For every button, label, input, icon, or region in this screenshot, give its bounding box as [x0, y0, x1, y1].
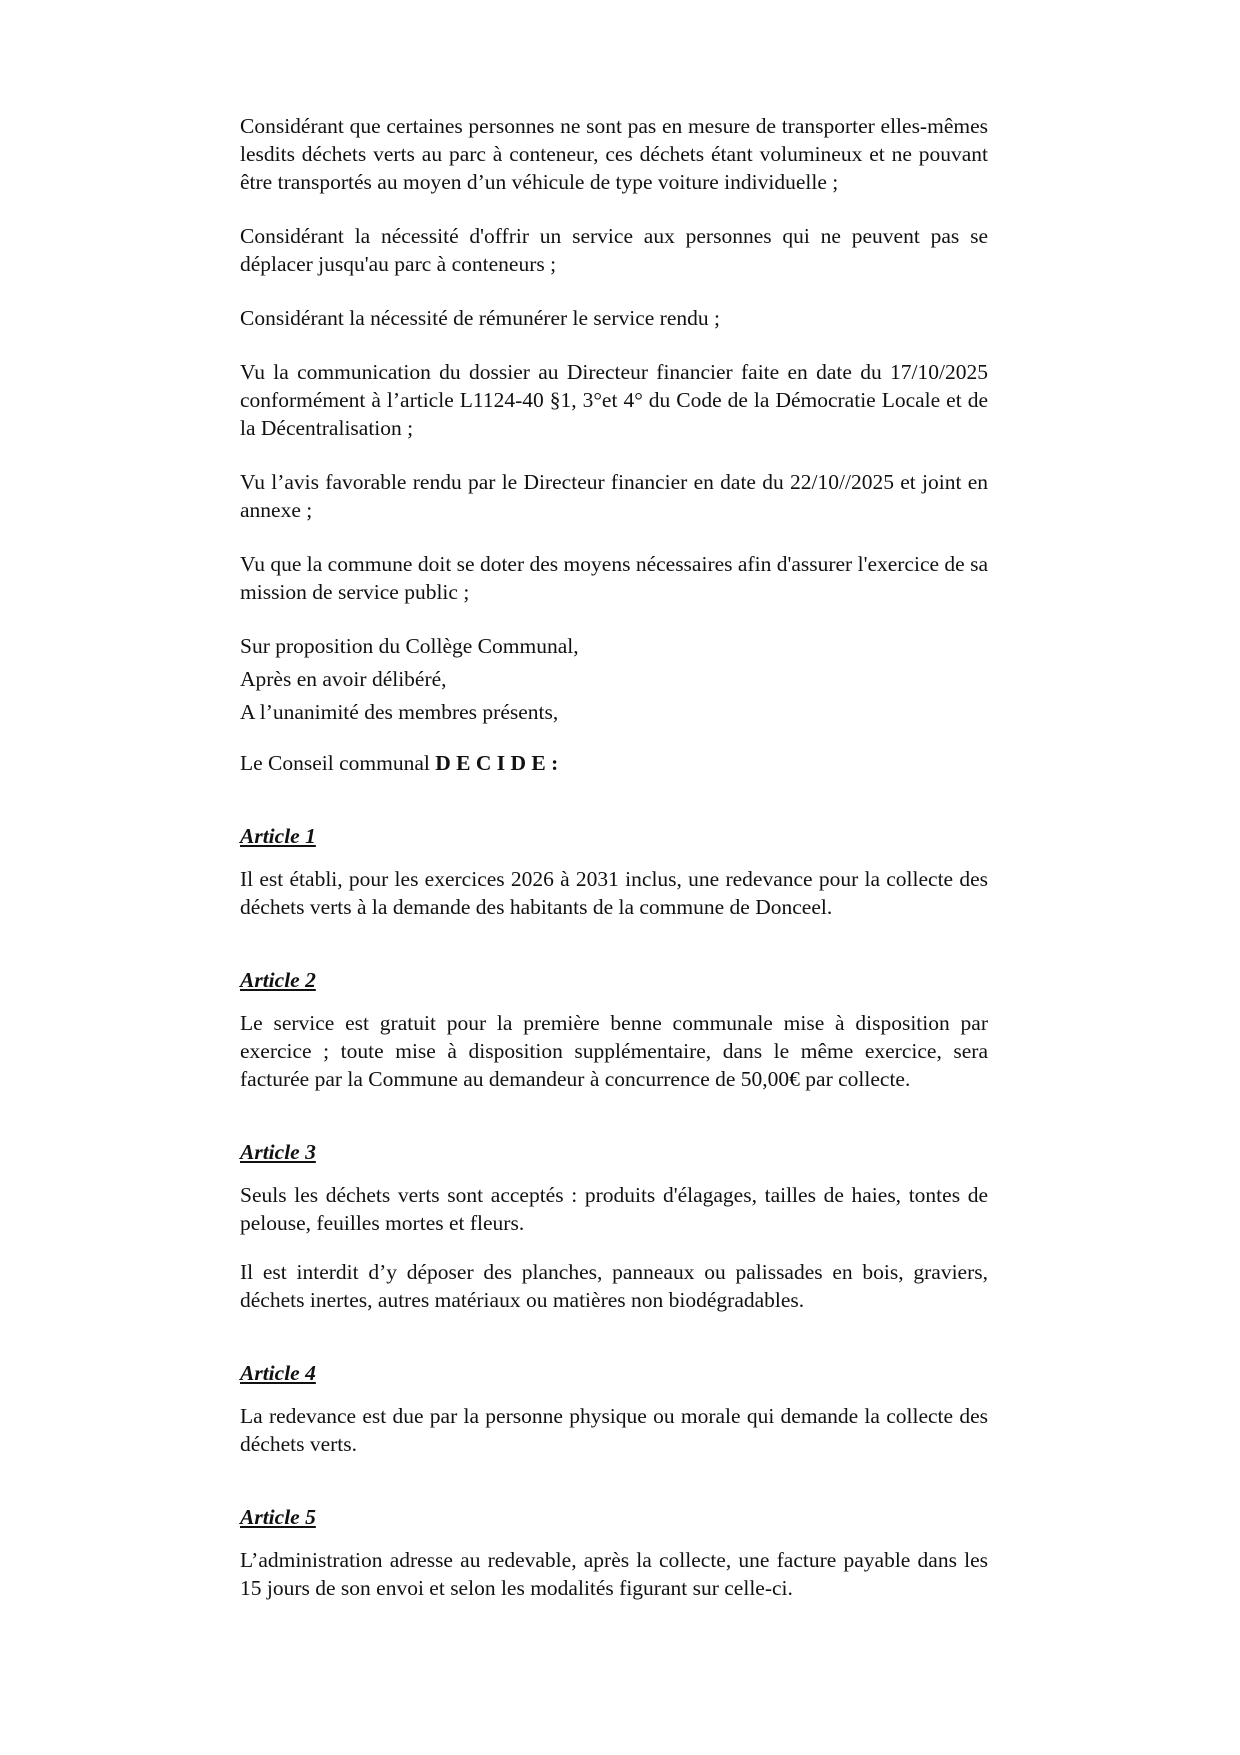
closing-line-proposition: Sur proposition du Collège Communal, — [240, 634, 579, 658]
article-1 — [240, 822, 988, 921]
article-3-paragraph-2: Il est interdit d’y déposer des planches, panneaux ou palissades en bois, graviers, déchets inertes, autres matériaux ou matières non biodégradables. — [240, 1260, 988, 1312]
article-4 — [240, 1359, 988, 1458]
decision-line — [240, 749, 988, 777]
article-5-heading: Article 5 — [240, 1505, 316, 1529]
article-2 — [240, 966, 988, 1093]
article-1-heading: Article 1 — [240, 824, 316, 848]
article-5-paragraph: L’administration adresse au redevable, après la collecte, une facture payable dans les 15 jours de son envoi et selon les modalités figurant sur celle-ci. — [240, 1548, 988, 1600]
preamble-paragraph-considerant-remuneration: Considérant la nécessité de rémunérer le service rendu ; — [240, 306, 720, 330]
preamble-paragraph-vu-commune: Vu que la commune doit se doter des moyens nécessaires afin d'assurer l'exercice de sa mission de service public ; — [240, 552, 988, 604]
article-5 — [240, 1503, 988, 1602]
document-page — [240, 112, 988, 1602]
article-2-heading: Article 2 — [240, 968, 316, 992]
decision-emphasis: D E C I D E : — [435, 751, 559, 775]
preamble-paragraph-considerant-service: Considérant la nécessité d'offrir un service aux personnes qui ne peuvent pas se déplacer jusqu'au parc à conteneurs ; — [240, 224, 988, 276]
closing-line-delibere: Après en avoir délibéré, — [240, 667, 447, 691]
decision-prefix: Le Conseil communal — [240, 751, 436, 775]
closing-line-unanimite: A l’unanimité des membres présents, — [240, 700, 559, 724]
preamble-paragraph-considerant-transport: Considérant que certaines personnes ne sont pas en mesure de transporter elles-mêmes lesdits déchets verts au parc à conteneur, ces déchets étant volumineux et ne pouvant être transportés au moyen d’un véhicule de type voiture individuelle ; — [240, 114, 988, 194]
article-4-heading: Article 4 — [240, 1361, 316, 1385]
article-3-paragraph-1: Seuls les déchets verts sont acceptés : produits d'élagages, tailles de haies, tontes de pelouse, feuilles mortes et fleurs. — [240, 1183, 988, 1235]
closing-lines — [240, 632, 988, 726]
preamble-paragraph-vu-communication: Vu la communication du dossier au Directeur financier faite en date du 17/10/2025 conformément à l’article L1124-40 §1, 3°et 4° du Code de la Démocratie Locale et de la Décentralisation ; — [240, 360, 988, 440]
article-3-heading: Article 3 — [240, 1140, 316, 1164]
article-2-paragraph: Le service est gratuit pour la première benne communale mise à disposition par exercice ; toute mise à disposition supplémentaire, dans le même exercice, sera facturée par la Commune au demandeur à concurrence de 50,00€ par collecte. — [240, 1011, 988, 1091]
article-3 — [240, 1138, 988, 1314]
preamble-paragraph-vu-avis: Vu l’avis favorable rendu par le Directeur financier en date du 22/10//2025 et joint en annexe ; — [240, 470, 988, 522]
article-4-paragraph: La redevance est due par la personne physique ou morale qui demande la collecte des déchets verts. — [240, 1404, 988, 1456]
article-1-paragraph: Il est établi, pour les exercices 2026 à 2031 inclus, une redevance pour la collecte des déchets verts à la demande des habitants de la commune de Donceel. — [240, 867, 988, 919]
